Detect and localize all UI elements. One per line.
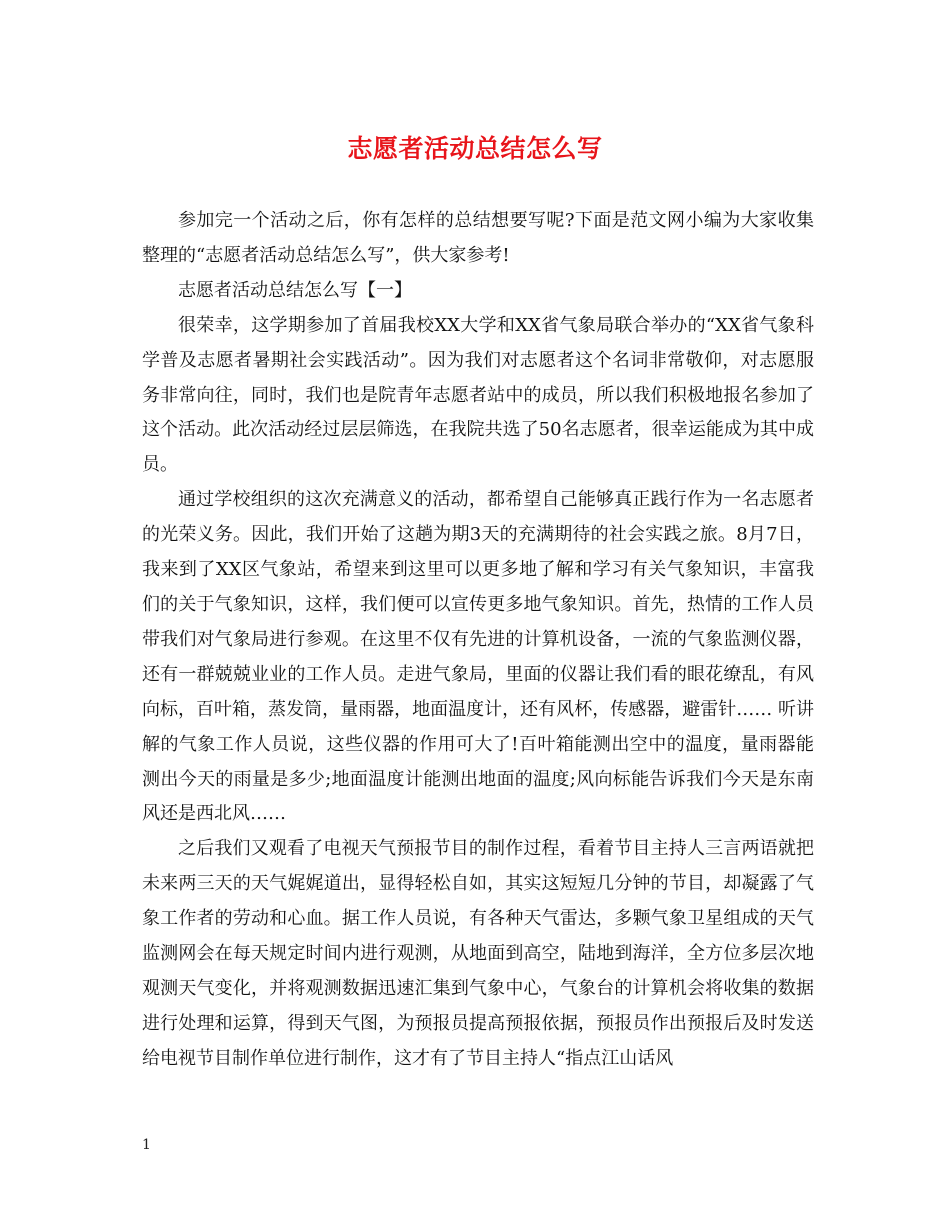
intro-paragraph: 参加完一个活动之后，你有怎样的总结想要写呢?下面是范文网小编为大家收集整理的“志愿者活动总结怎么写”，供大家参考! xyxy=(142,210,814,266)
page-number: 1 xyxy=(142,1137,151,1153)
document-title: 志愿者活动总结怎么写 xyxy=(347,134,603,163)
body-paragraph: 之后我们又观看了电视天气预报节目的制作过程，看着节目主持人三言两语就把未来两三天的天气娓娓道出，显得轻松自如，其实这短短几分钟的节目，却凝露了气象工作者的劳动和心血。据工作人员说，有各种天气雷达，多颗气象卫星组成的天气监测网会在每天规定时间内进行观测，从地面到高空，陆地到海洋，全方位多层次地观测天气变化，并将观测数据迅速汇集到气象中心，气象台的计算机会将收集的数据进行处理和运算，得到天气图，为预报员提高预报依据，预报员作出预报后及时发送给电视节目制作单位进行制作，这才有了节目主持人“指点江山话风 xyxy=(142,838,814,1069)
body-paragraph: 很荣幸，这学期参加了首届我校XX大学和XX省气象局联合举办的“XX省气象科学普及志愿者暑期社会实践活动”。因为我们对志愿者这个名词非常敬仰，对志愿服务非常向往，同时，我们也是院青年志愿者站中的成员，所以我们积极地报名参加了这个活动。此次活动经过层层筛选，在我院共选了50名志愿者，很幸运能成为其中成员。 xyxy=(142,314,814,476)
section-heading: 志愿者活动总结怎么写【一】 xyxy=(178,279,412,301)
document-body xyxy=(142,204,814,1077)
body-paragraph: 通过学校组织的这次充满意义的活动，都希望自己能够真正践行作为一名志愿者的光荣义务。因此，我们开始了这趟为期3天的充满期待的社会实践之旅。8月7日，我来到了XX区气象站，希望来到这里可以更多地了解和学习有关气象知识，丰富我们的关于气象知识，这样，我们便可以宣传更多地气象知识。首先，热情的工作人员带我们对气象局进行参观。在这里不仅有先进的计算机设备，一流的气象监测仪器，还有一群兢兢业业的工作人员。走进气象局，里面的仪器让我们看的眼花缭乱，有风向标，百叶箱，蒸发筒，量雨器，地面温度计，还有风杯，传感器，避雷针…… 听讲解的气象工作人员说，这些仪器的作用可大了!百叶箱能测出空中的温度，量雨器能测出今天的雨量是多少;地面温度计能测出地面的温度;风向标能告诉我们今天是东南风还是西北风…… xyxy=(142,489,814,825)
